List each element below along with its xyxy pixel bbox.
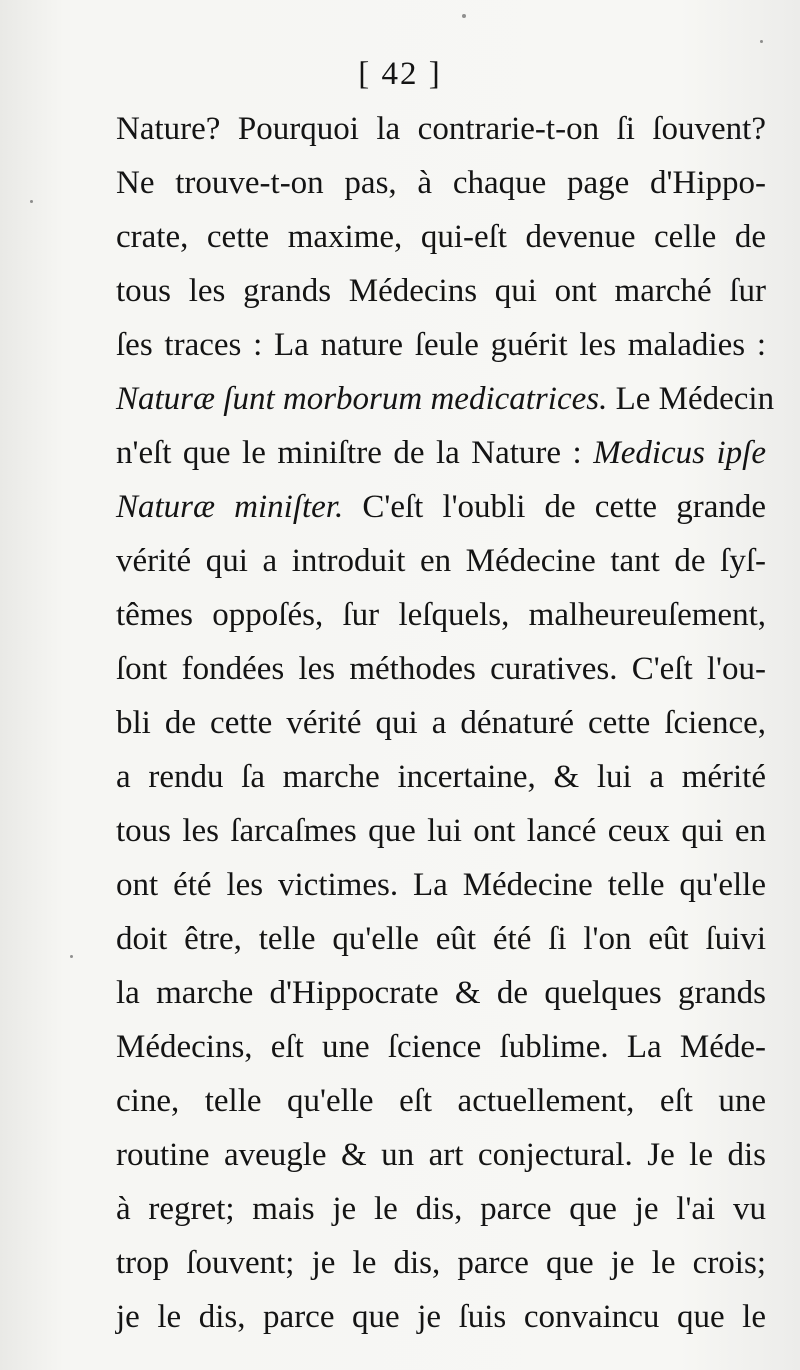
text-line	[116, 264, 766, 318]
italic-text-segment: Naturæ ſunt morborum medicatrices.	[116, 381, 608, 417]
text-line	[116, 1290, 766, 1344]
text-segment: Le Médecin	[607, 381, 775, 417]
page-number: [ 42 ]	[358, 56, 442, 92]
italic-text-segment: Naturæ miniſter.	[116, 489, 344, 525]
text-line	[116, 102, 766, 156]
text-line	[116, 804, 766, 858]
text-segment: à regret; mais je le dis, parce que je l'ai vu	[116, 1191, 766, 1227]
text-segment: cine, telle qu'elle eſt actuellement, eſt une	[116, 1083, 766, 1119]
text-segment: ont été les victimes. La Médecine telle qu'elle	[116, 867, 766, 903]
text-segment: je le dis, parce que je ſuis convaincu que le	[116, 1299, 766, 1335]
text-segment: ſes traces : La nature ſeule guérit les maladies :	[116, 327, 766, 363]
text-line	[116, 588, 766, 642]
text-line	[116, 912, 766, 966]
text-line	[116, 642, 766, 696]
text-line	[116, 858, 766, 912]
text-line	[116, 1020, 766, 1074]
italic-text-segment: Medicus ipſe	[593, 435, 766, 471]
text-line	[116, 1182, 766, 1236]
text-segment: n'eſt que le miniſtre de la Nature :	[116, 435, 594, 471]
print-speck	[462, 14, 466, 18]
text-segment: bli de cette vérité qui a dénaturé cette ſcience,	[116, 705, 766, 741]
text-line	[116, 534, 766, 588]
text-segment: Médecins, eſt une ſcience ſublime. La Méde-	[116, 1029, 766, 1065]
text-segment: a rendu ſa marche incertaine, & lui a mérité	[116, 759, 766, 795]
print-speck	[760, 40, 763, 43]
text-line	[116, 696, 766, 750]
text-line	[116, 1074, 766, 1128]
text-line	[116, 318, 766, 372]
text-segment: trop ſouvent; je le dis, parce que je le crois;	[116, 1245, 766, 1281]
text-segment: crate, cette maxime, qui-eſt devenue celle de	[116, 219, 766, 255]
text-segment: ſont fondées les méthodes curatives. C'eſt l'ou-	[116, 651, 766, 687]
text-line	[116, 426, 766, 480]
text-line	[116, 372, 775, 426]
text-segment: la marche d'Hippocrate & de quelques grands	[116, 975, 766, 1011]
text-segment: C'eſt l'oubli de cette grande	[343, 489, 766, 525]
text-line	[116, 480, 766, 534]
text-line	[116, 210, 766, 264]
body-text	[116, 102, 775, 1344]
text-line	[116, 966, 766, 1020]
text-line	[116, 1236, 766, 1290]
text-line	[116, 1128, 766, 1182]
text-segment: vérité qui a introduit en Médecine tant de ſyſ-	[116, 543, 766, 579]
text-segment: Ne trouve-t-on pas, à chaque page d'Hippo-	[116, 165, 766, 201]
text-segment: tous les ſarcaſmes que lui ont lancé ceux qui en	[116, 813, 766, 849]
text-line	[116, 156, 766, 210]
text-segment: tous les grands Médecins qui ont marché ſur	[116, 273, 766, 309]
text-segment: routine aveugle & un art conjectural. Je le dis	[116, 1137, 766, 1173]
print-speck	[30, 200, 33, 203]
text-segment: Nature? Pourquoi la contrarie-t-on ſi ſouvent?	[116, 111, 766, 147]
text-segment: têmes oppoſés, ſur leſquels, malheureuſement,	[116, 597, 766, 633]
print-speck	[70, 955, 73, 958]
text-line	[116, 750, 766, 804]
text-segment: doit être, telle qu'elle eût été ſi l'on eût ſuivi	[116, 921, 766, 957]
